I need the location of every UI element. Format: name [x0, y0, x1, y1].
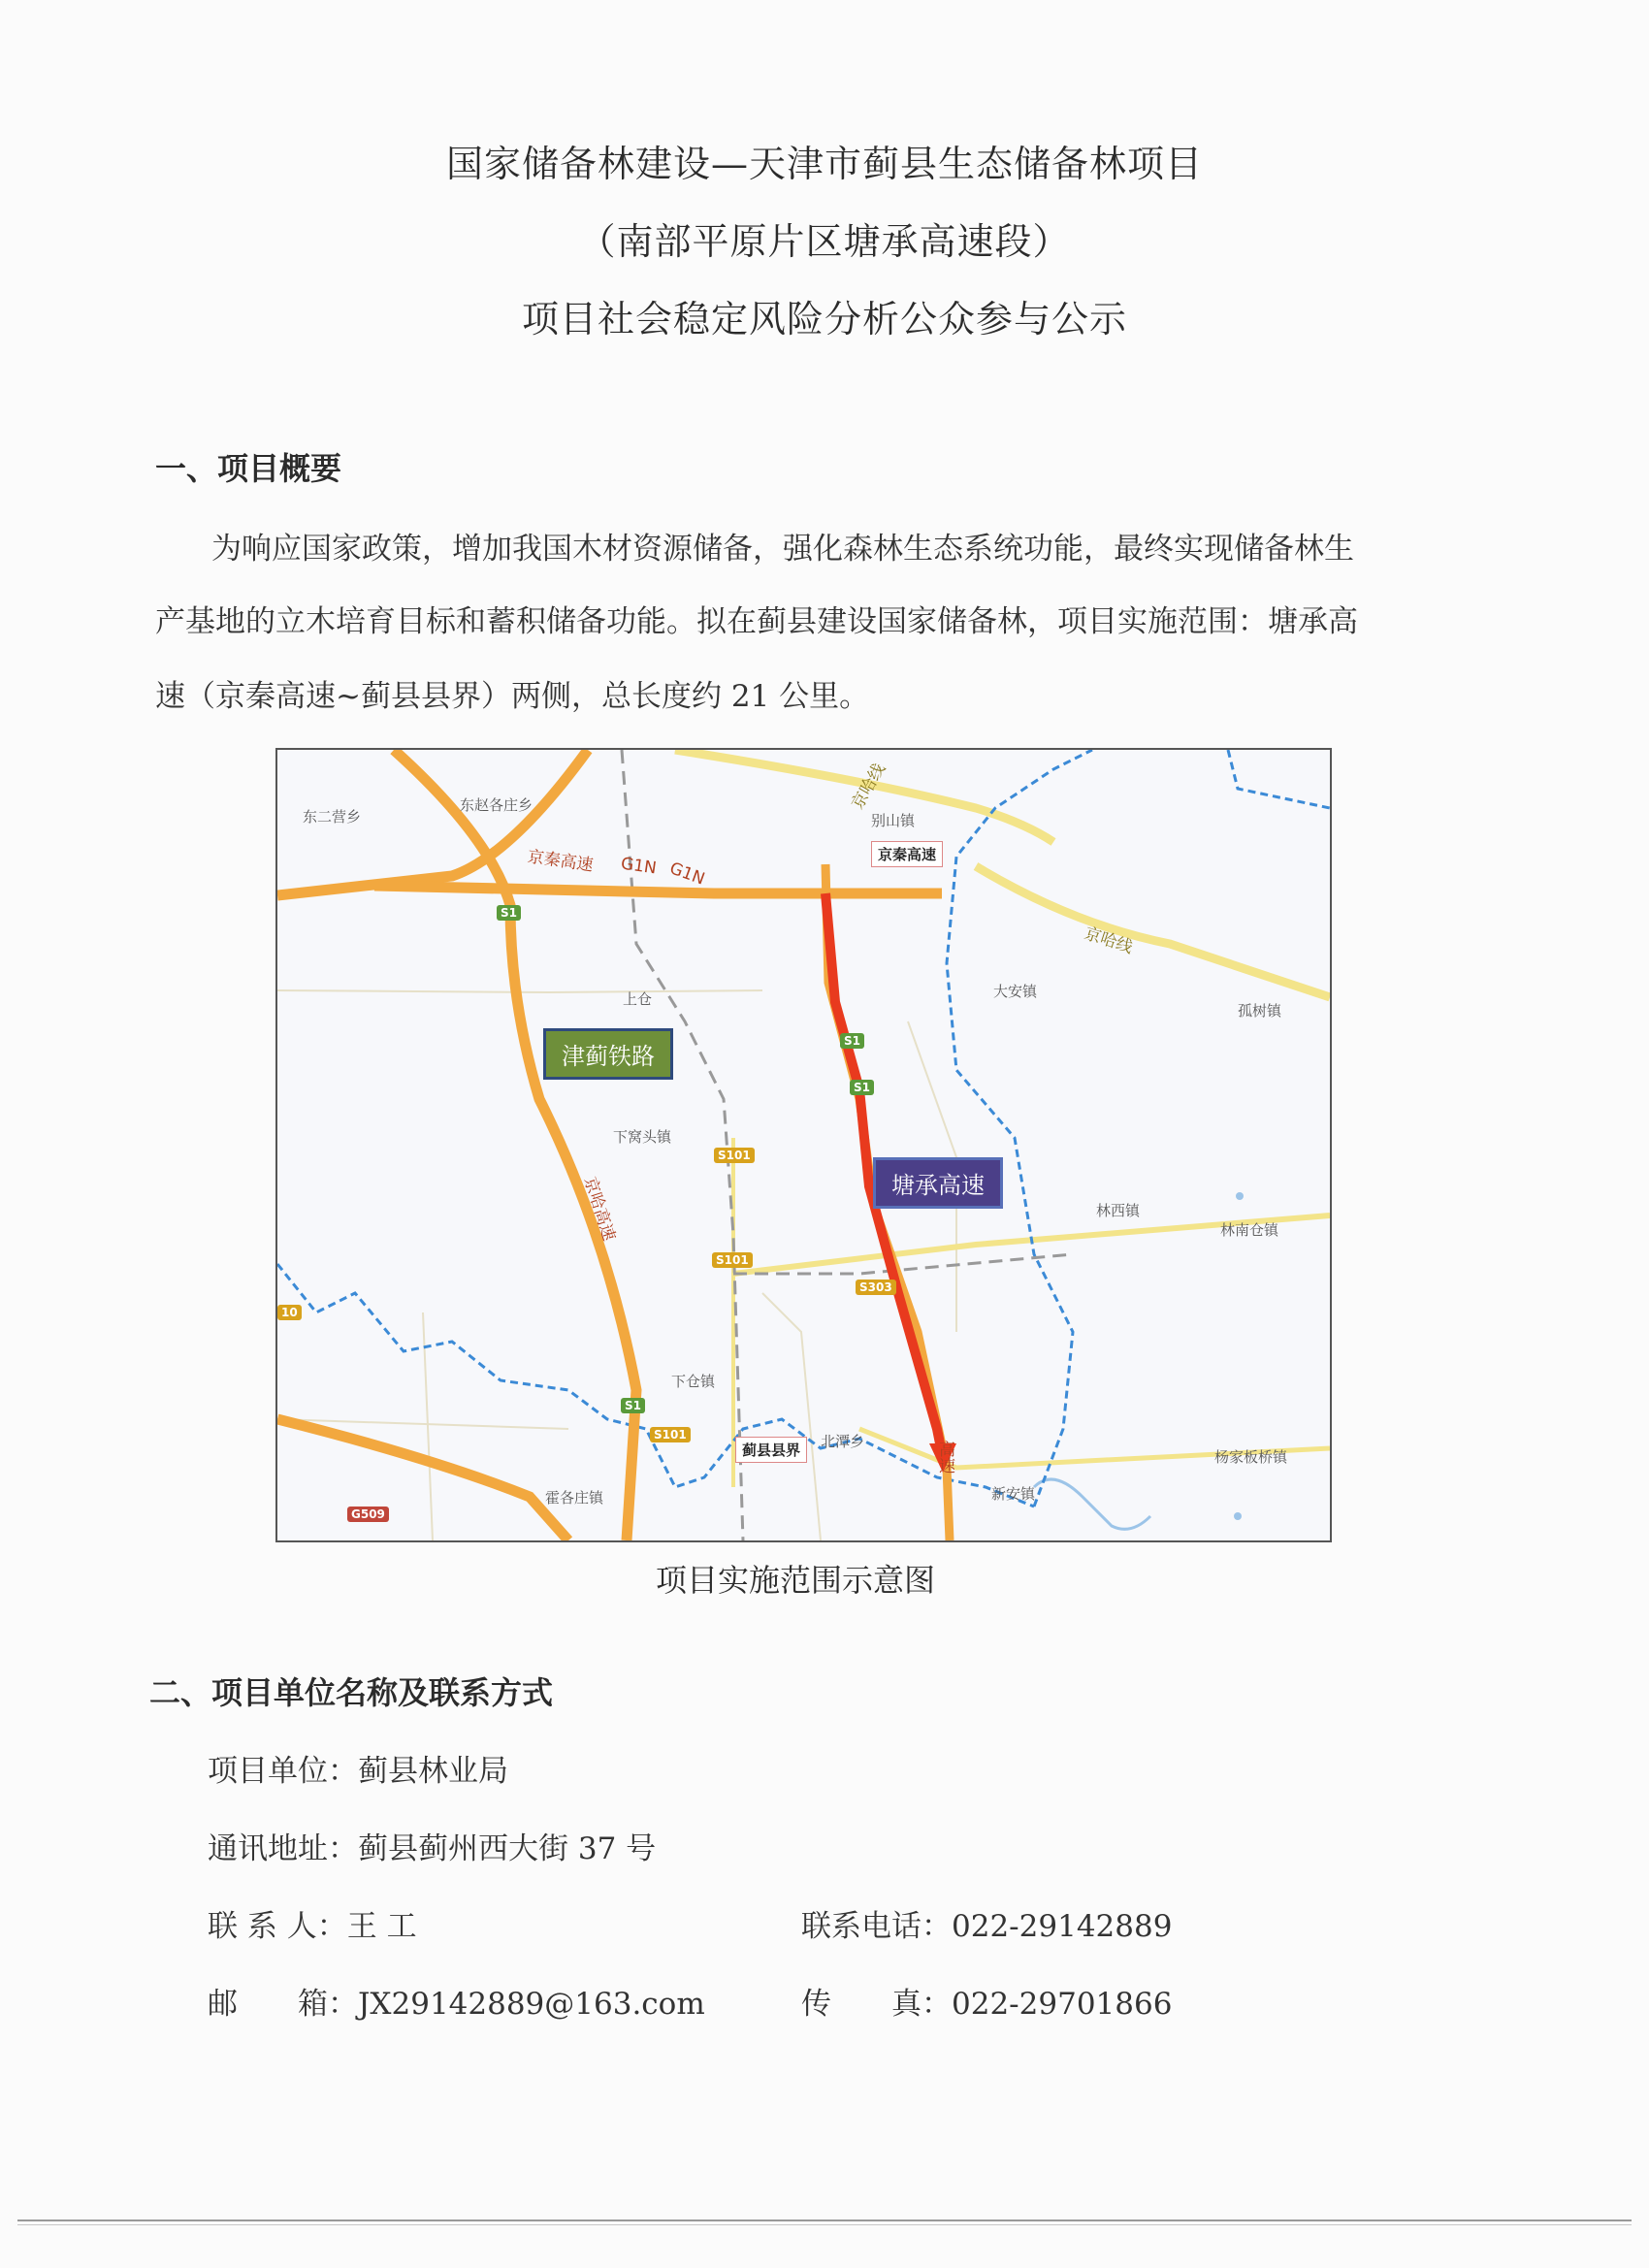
map-graphic: [277, 750, 1330, 1540]
fax-label: 传 真：: [801, 1987, 952, 2022]
page-title-line-2: （南部平原片区塘承高速段）: [578, 220, 1071, 263]
road-shield: S101: [712, 1252, 753, 1268]
road-shield: 10: [277, 1305, 302, 1320]
fax-value: 022-29701866: [952, 1987, 1173, 2022]
map-place-label: 下仓镇: [671, 1373, 716, 1390]
map-caption: 项目实施范围示意图: [655, 1562, 935, 1599]
contact-person-row: [208, 1901, 417, 1945]
address-label: 通讯地址：: [208, 1831, 358, 1866]
map-place-label: 新安镇: [991, 1485, 1036, 1503]
unit-row: [208, 1746, 508, 1790]
map-place-label: 东二营乡: [303, 808, 362, 826]
road-shield: S1: [840, 1033, 864, 1049]
bottom-rule: [17, 2219, 1632, 2221]
map-place-label: 大安镇: [993, 983, 1038, 1000]
phone-label: 联系电话：: [801, 1909, 952, 1944]
section-2-heading: 二、项目单位名称及联系方式: [149, 1674, 554, 1711]
map-place-label: 林南仓镇: [1220, 1221, 1279, 1239]
road-shield: S1: [621, 1398, 645, 1413]
section-1-paragraph-line-3: 速（京秦高速~蓟县县界）两侧，总长度约 21 公里。: [155, 679, 870, 714]
road-label-g1n: G1N: [666, 859, 708, 890]
address-value: 蓟县蓟州西大街 37 号: [358, 1831, 657, 1866]
unit-value: 蓟县林业局: [358, 1754, 508, 1789]
phone-value: 022-29142889: [952, 1909, 1173, 1944]
map-place-label: 北潭乡: [821, 1433, 865, 1450]
phone-row: [801, 1901, 1172, 1945]
map-place-label: 霍各庄镇: [545, 1489, 604, 1507]
project-scope-map: [275, 748, 1332, 1542]
road-shield: S1: [850, 1080, 874, 1095]
road-shield: S1: [497, 905, 521, 921]
road-shield: G509: [347, 1507, 389, 1522]
map-place-label: 东赵各庄乡: [460, 796, 534, 814]
callout-rail: 津蓟铁路: [543, 1028, 673, 1080]
callout-county-border: 蓟县县界: [735, 1437, 807, 1463]
contact-person-value: 王 工: [346, 1909, 417, 1944]
road-shield: S101: [714, 1148, 755, 1163]
page-title-line-1: 国家储备林建设—天津市蓟县生态储备林项目: [445, 143, 1203, 185]
road-shield: S101: [650, 1427, 691, 1442]
map-place-label: 别山镇: [871, 812, 916, 829]
road-label-jingha: 京哈线: [1082, 923, 1136, 958]
map-place-label: 孤树镇: [1238, 1002, 1282, 1020]
contact-person-label: 联 系 人：: [208, 1909, 347, 1944]
road-shield: S303: [856, 1280, 896, 1295]
section-1-heading: 一、项目概要: [155, 450, 342, 487]
road-label-jingha: 京哈线: [848, 760, 890, 813]
section-1-paragraph-line-2: 产基地的立木培育目标和蓄积储备功能。拟在蓟县建设国家储备林，项目实施范围：塘承高: [155, 604, 1358, 639]
email-label: 邮 箱：: [208, 1987, 358, 2022]
road-label-jingqin: 京秦高速: [526, 847, 595, 876]
unit-label: 项目单位：: [208, 1754, 358, 1789]
bottom-rule-secondary: [17, 2224, 1632, 2225]
road-label-vertical: 高速: [935, 1441, 954, 1474]
map-place-label: 上仓: [623, 990, 653, 1008]
address-row: [208, 1824, 656, 1867]
road-label-left-vertical: 京哈高速: [579, 1174, 619, 1244]
callout-jingqin: 京秦高速: [871, 841, 943, 867]
email-row: [208, 1979, 705, 2023]
callout-highway: 塘承高速: [873, 1157, 1003, 1209]
map-place-label: 林西镇: [1096, 1202, 1141, 1219]
map-place-label: 下窝头镇: [613, 1128, 672, 1146]
fax-row: [801, 1979, 1172, 2023]
email-value: JX29142889@163.com: [358, 1987, 705, 2022]
page-title-line-3: 项目社会稳定风险分析公众参与公示: [521, 298, 1127, 340]
section-1-paragraph-line-1: 为响应国家政策，增加我国木材资源储备，强化森林生态系统功能，最终实现储备林生: [211, 532, 1354, 567]
road-label-g1n: G1N: [619, 854, 658, 879]
map-place-label: 杨家板桥镇: [1214, 1448, 1288, 1466]
